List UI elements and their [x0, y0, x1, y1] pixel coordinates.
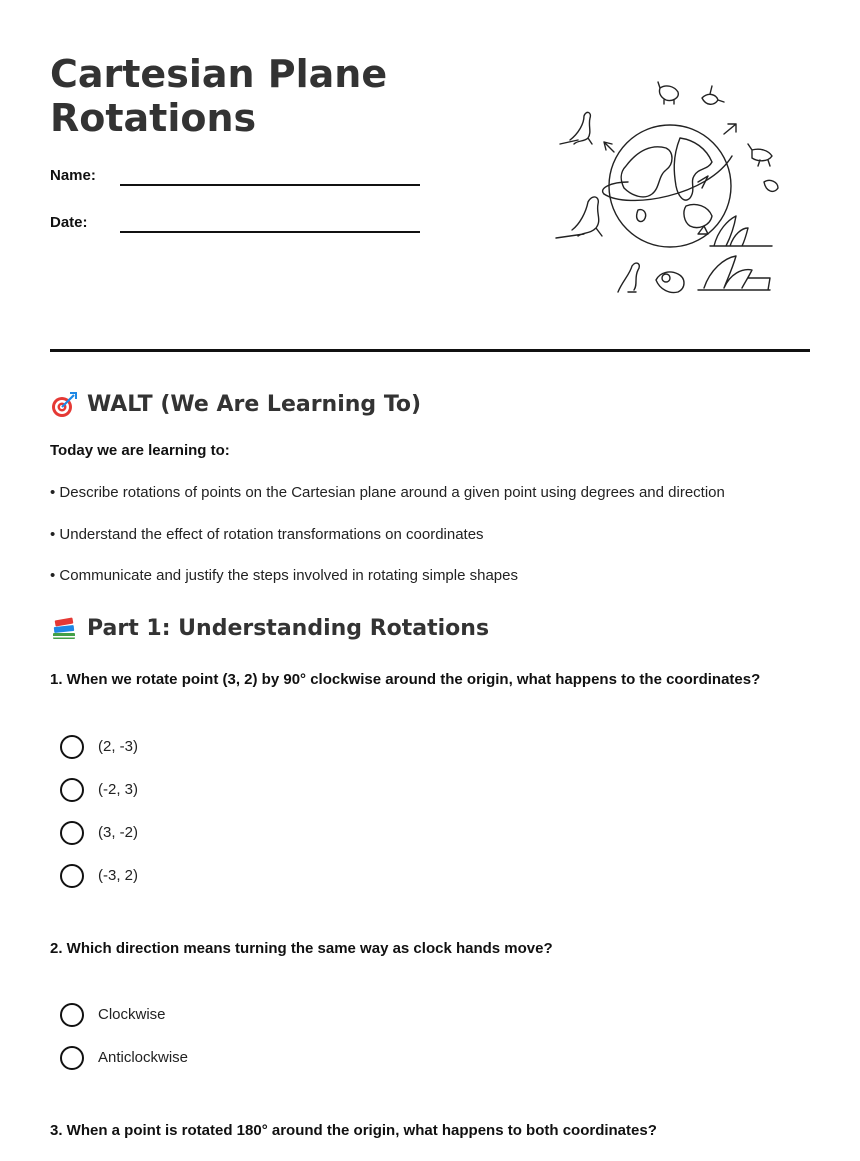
name-field[interactable]: [50, 166, 420, 196]
part1-heading-text: Part 1: Understanding Rotations: [87, 616, 490, 641]
target-icon: [50, 391, 78, 419]
question-2: 2. Which direction means turning the same way as clock hands move?: [50, 940, 553, 957]
q1-option-4-radio[interactable]: [60, 864, 84, 888]
name-label: Name:: [50, 167, 96, 184]
q1-option-2-radio[interactable]: [60, 778, 84, 802]
walt-intro: Today we are learning to:: [50, 442, 230, 459]
walt-bullet-1: • Describe rotations of points on the Cartesian plane around a given point using degrees and direction: [50, 484, 725, 501]
date-field[interactable]: [50, 213, 420, 243]
walt-heading-text: WALT (We Are Learning To): [87, 392, 422, 417]
q1-option-1[interactable]: [60, 734, 138, 760]
q1-option-1-radio[interactable]: [60, 735, 84, 759]
q1-option-1-label: (2, -3): [98, 738, 139, 755]
q1-option-3[interactable]: [60, 820, 138, 846]
q1-option-4[interactable]: [60, 863, 138, 889]
walt-bullet-3: • Communicate and justify the steps involved in rotating simple shapes: [50, 567, 518, 584]
q2-option-1-label: Clockwise: [98, 1006, 166, 1023]
globe-illustration-icon: [548, 78, 788, 298]
q2-option-1[interactable]: [60, 1002, 166, 1028]
page-title: Cartesian Plane Rotations: [50, 52, 388, 140]
q2-option-1-radio[interactable]: [60, 1003, 84, 1027]
question-1: 1. When we rotate point (3, 2) by 90° clockwise around the origin, what happens to the coordinates?: [50, 671, 761, 688]
q2-option-2-radio[interactable]: [60, 1046, 84, 1070]
walt-bullet-2: • Understand the effect of rotation transformations on coordinates: [50, 526, 484, 543]
q1-option-3-label: (3, -2): [98, 824, 139, 841]
question-3: 3. When a point is rotated 180° around the origin, what happens to both coordinates?: [50, 1122, 657, 1139]
date-input-line[interactable]: [120, 231, 420, 233]
q2-option-2-label: Anticlockwise: [98, 1049, 189, 1066]
header-divider: [50, 349, 810, 352]
q1-option-2-label: (-2, 3): [98, 781, 139, 798]
q1-option-4-label: (-3, 2): [98, 867, 139, 884]
q2-option-2[interactable]: [60, 1045, 188, 1071]
date-label: Date:: [50, 214, 88, 231]
books-icon: [50, 615, 78, 643]
walt-heading: [50, 389, 421, 421]
q1-option-3-radio[interactable]: [60, 821, 84, 845]
name-input-line[interactable]: [120, 184, 420, 186]
q1-option-2[interactable]: [60, 777, 138, 803]
part1-heading: [50, 613, 489, 645]
